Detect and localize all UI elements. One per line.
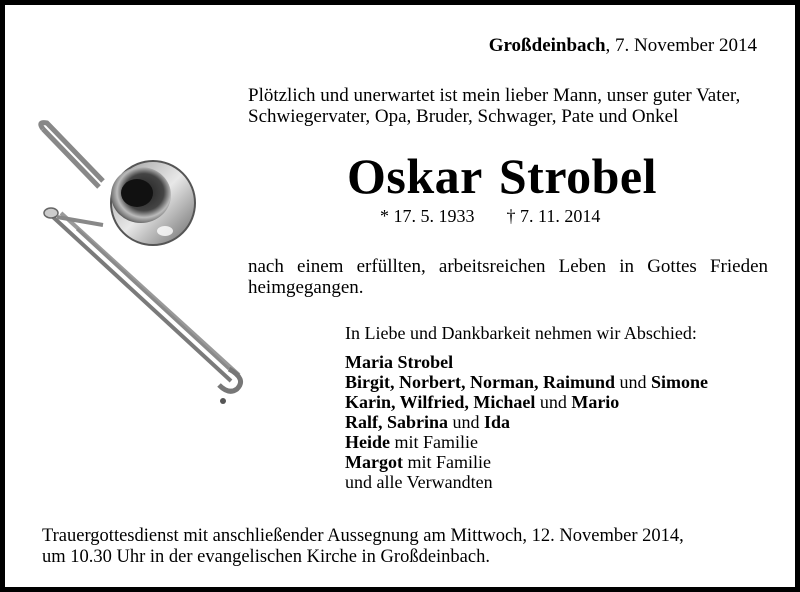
- deceased-name: [347, 147, 673, 205]
- intro-text: [248, 85, 768, 127]
- first-name: Oskar: [347, 148, 483, 204]
- mourner-line: Maria Strobel: [345, 352, 454, 372]
- service-line: Trauergottesdienst mit anschließender Aussegnung am Mittwoch, 12. November 2014,: [42, 526, 684, 546]
- service-line: um 10.30 Uhr in der evangelischen Kirche in Großdeinbach.: [42, 547, 490, 567]
- place-date-line: [489, 35, 757, 57]
- mourners-list: [345, 352, 708, 492]
- date: , 7. November 2014: [605, 35, 757, 56]
- passing-line: heimgegangen.: [248, 277, 364, 298]
- mourner-line: Heide mit Familie: [345, 432, 478, 452]
- farewell-line: In Liebe und Dankbarkeit nehmen wir Abschied:: [345, 323, 697, 343]
- last-name: Strobel: [498, 148, 657, 204]
- passing-line: nach einem erfüllten, arbeitsreichen Leben in Gottes Frieden: [248, 256, 768, 277]
- birth-date: * 17. 5. 1933: [380, 206, 475, 226]
- trombone-image: [33, 113, 247, 413]
- funeral-service-info: [42, 526, 768, 568]
- place: Großdeinbach: [488, 35, 606, 56]
- death-date: † 7. 11. 2014: [506, 206, 601, 226]
- passing-text: [248, 256, 768, 298]
- intro-line: Schwiegervater, Opa, Bruder, Schwager, Pate und Onkel: [248, 106, 679, 127]
- mourner-line: Ralf, Sabrina und Ida: [345, 412, 511, 432]
- mourner-line: Birgit, Norbert, Norman, Raimund und Simone: [345, 372, 708, 392]
- mourner-line: und alle Verwandten: [345, 472, 493, 492]
- mourner-line: Margot mit Familie: [345, 452, 491, 472]
- intro-line: Plötzlich und unerwartet ist mein lieber Mann, unser guter Vater,: [248, 85, 741, 106]
- life-dates: [380, 206, 600, 227]
- mourner-line: Karin, Wilfried, Michael und Mario: [345, 392, 620, 412]
